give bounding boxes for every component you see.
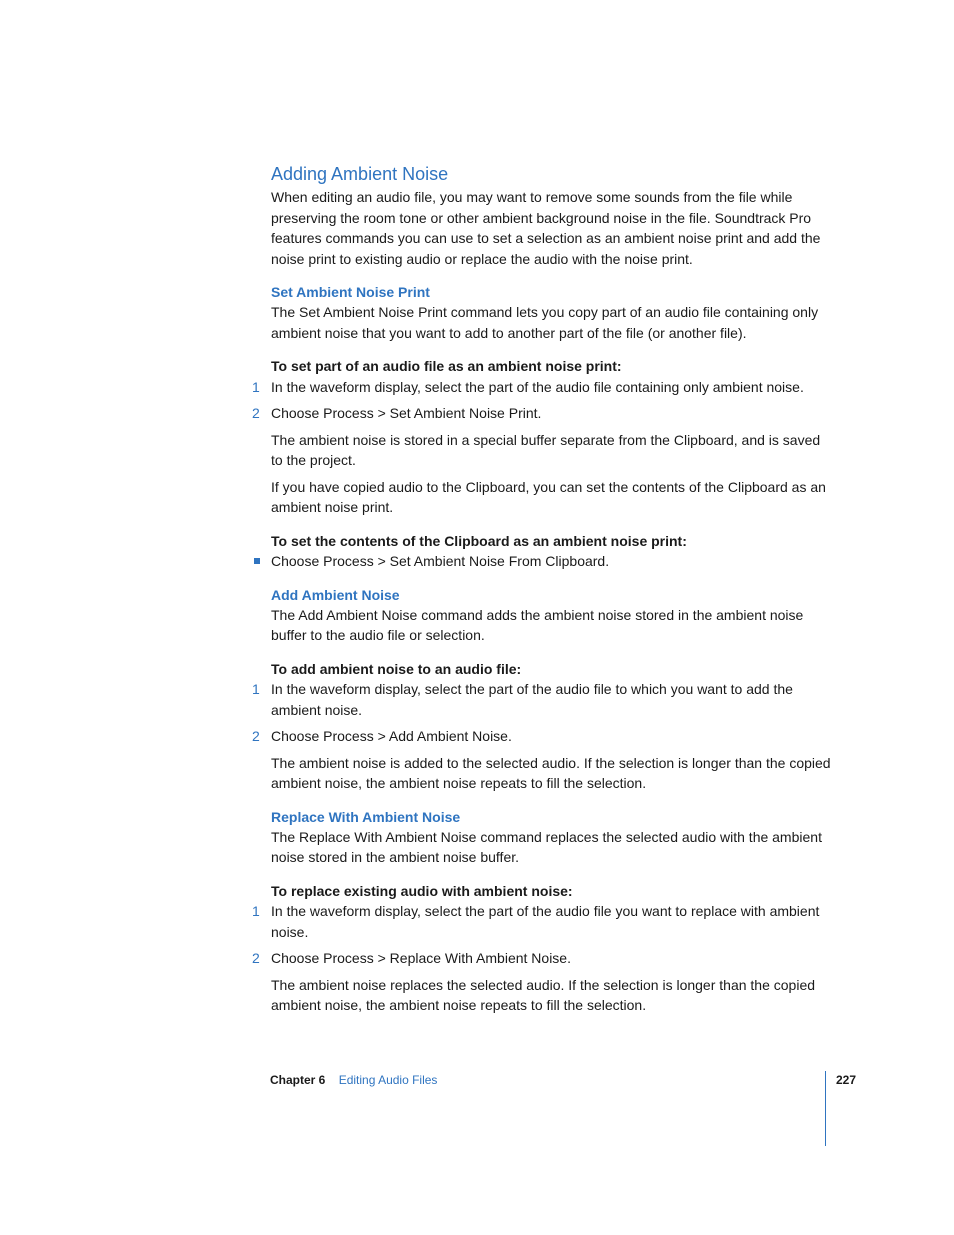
- task-heading-add-noise: To add ambient noise to an audio file:: [271, 660, 522, 677]
- step-note: If you have copied audio to the Clipboard, you can set the contents of the Clipboard as an ambient noise print.: [271, 478, 826, 515]
- page-footer: [270, 1071, 437, 1089]
- chapter-name-link[interactable]: Editing Audio Files: [338, 1073, 438, 1087]
- section-title: Adding Ambient Noise: [271, 164, 449, 184]
- step-item: [252, 901, 831, 942]
- step-note: The ambient noise replaces the selected audio. If the selection is longer than the copied ambient noise, the ambient noise repeats to fill the selection.: [271, 976, 816, 1013]
- step-number: 2: [252, 405, 260, 421]
- subsection-title-set-print: Set Ambient Noise Print: [271, 284, 430, 300]
- step-text: In the waveform display, select the part of the audio file to which you want to add the ambient noise.: [271, 681, 793, 718]
- subsection-title-replace-noise: Replace With Ambient Noise: [271, 808, 461, 825]
- task-heading-replace-noise: To replace existing audio with ambient noise:: [271, 882, 573, 899]
- bullet-text: Choose Process > Set Ambient Noise From Clipboard.: [271, 553, 610, 569]
- step-text: Choose Process > Add Ambient Noise.: [271, 728, 512, 744]
- add-noise-description: The Add Ambient Noise command adds the ambient noise stored in the ambient noise buffer to the audio file or selection.: [271, 606, 804, 643]
- subsection-title-add-noise: Add Ambient Noise: [271, 586, 400, 603]
- step-text: Choose Process > Replace With Ambient Noise.: [271, 950, 571, 966]
- step-item: [252, 679, 831, 720]
- step-item: [252, 377, 831, 398]
- task-heading-set-print: To set part of an audio file as an ambient noise print:: [271, 358, 622, 374]
- step-note: The ambient noise is stored in a special buffer separate from the Clipboard, and is saved to the project.: [271, 431, 821, 468]
- footer-divider: [825, 1071, 826, 1146]
- step-item: [252, 403, 831, 424]
- section-intro: When editing an audio file, you may want to remove some sounds from the file while preserving the room tone or other ambient background noise in the file. Soundtrack Pro features commands you can use to set a selection as an ambient noise print and add the noise print to existing audio or replace the audio with the noise print.: [271, 189, 821, 267]
- step-text: In the waveform display, select the part of the audio file containing only ambient noise.: [271, 378, 804, 395]
- step-item: [252, 726, 831, 747]
- step-item: [252, 948, 831, 969]
- set-print-description: The Set Ambient Noise Print command lets you copy part of an audio file containing only ambient noise that you want to add to another part of the file (or another file).: [271, 304, 819, 341]
- replace-noise-description: The Replace With Ambient Noise command replaces the selected audio with the ambient noise stored in the ambient noise buffer.: [271, 828, 822, 865]
- task-heading-clipboard: To set the contents of the Clipboard as an ambient noise print:: [271, 532, 687, 549]
- step-number: 1: [252, 903, 260, 919]
- step-number: 1: [252, 681, 260, 697]
- step-note: The ambient noise is added to the selected audio. If the selection is longer than the copied ambient noise, the ambient noise repeats to fill the selection.: [271, 754, 831, 791]
- page-content: [252, 162, 831, 1016]
- bullet-item: [271, 551, 831, 572]
- chapter-label: Chapter 6: [270, 1073, 326, 1087]
- step-text: In the waveform display, select the part of the audio file you want to replace with ambient noise.: [271, 903, 820, 940]
- step-number: 1: [252, 378, 260, 395]
- step-number: 2: [252, 728, 260, 744]
- square-bullet-icon: [254, 558, 260, 564]
- step-text: Choose Process > Set Ambient Noise Print.: [271, 405, 542, 421]
- step-number: 2: [252, 950, 260, 966]
- page-number: 227: [836, 1073, 857, 1087]
